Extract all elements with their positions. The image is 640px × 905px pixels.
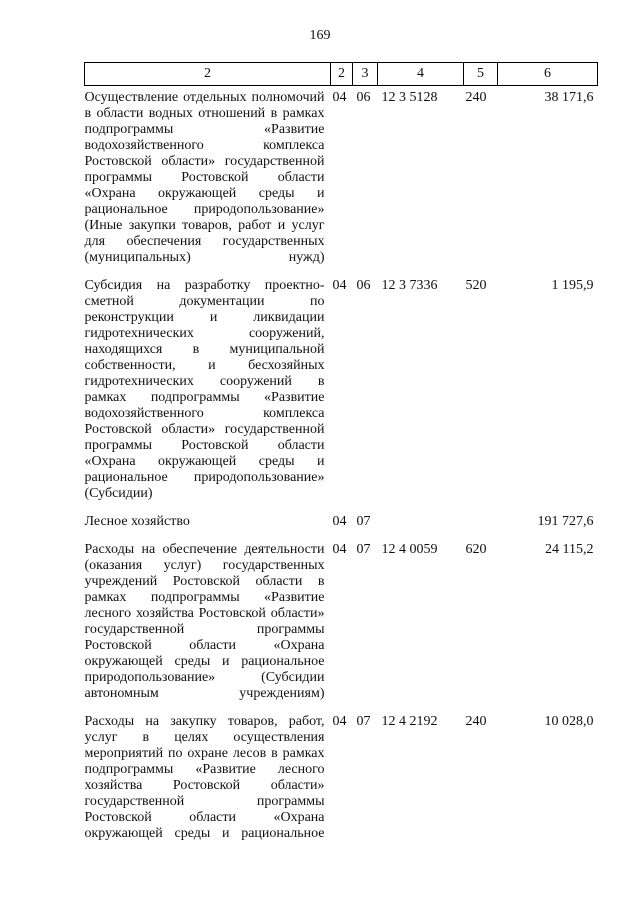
row-name: Расходы на закупку товаров, работ, услуг в целях осуществления мероприятий по охране лесов в рамках подпрограммы «Развитие лесного хозяйства Ростовской области» государственной программы Ростовской области «Охрана окружающей среды и рациональное [84, 714, 325, 841]
row-target-article: 12 4 0059 [381, 542, 438, 557]
row-subsection: 06 [356, 90, 371, 105]
header-cell-subsection: 3 [353, 63, 378, 86]
row-amount: 1 195,9 [551, 278, 594, 293]
header-row [85, 63, 598, 86]
row-target-article: 12 3 7336 [381, 278, 438, 293]
row-subsection: 06 [356, 278, 371, 293]
row-section: 04 [332, 514, 347, 529]
row-name: Осуществление отдельных полномочий в области водных отношений в рамках подпрограммы «Развитие водохозяйственного комплекса Ростовской области» государственной программы Ростовской области «Охрана окружающей среды и рациональное природопользование» (Иные закупки товаров, работ и услуг для обеспечения государственных (муниципальных) нужд) [84, 90, 325, 265]
row-section: 04 [332, 542, 347, 557]
row-section: 04 [332, 278, 347, 293]
row-target-article: 12 4 2192 [381, 714, 438, 729]
row-expense-type: 520 [465, 278, 487, 293]
header-cell-amount: 6 [498, 63, 598, 86]
header-cell-expense-type: 5 [464, 63, 498, 86]
table-row [85, 538, 598, 710]
budget-table [84, 62, 598, 850]
header-cell-section: 2 [331, 63, 353, 86]
row-amount: 38 171,6 [544, 90, 594, 105]
row-name: Расходы на обеспечение деятельности (оказания услуг) государственных учреждений Ростовской области в рамках подпрограммы «Развитие лесного хозяйства Ростовской области» государственной программы Ростовской области «Охрана окружающей среды и рациональное природопользование» (Субсидии автономным учреждениям) [84, 542, 325, 701]
row-target-article: 12 3 5128 [381, 90, 438, 105]
row-amount: 24 115,2 [545, 542, 594, 557]
row-amount: 10 028,0 [544, 714, 594, 729]
table-row [85, 710, 598, 850]
row-subsection: 07 [356, 542, 371, 557]
row-name: Субсидия на разработку проектно-сметной документации по реконструкции и ликвидации гидротехнических сооружений, находящихся в муниципальной собственности, и бесхозяйных гидротехнических сооружений в рамках подпрограммы «Развитие водохозяйственного комплекса Ростовской области» государственной программы Ростовской области «Охрана окружающей среды и рациональное природопользование» (Субсидии) [84, 278, 325, 501]
row-subsection: 07 [356, 714, 371, 729]
row-subsection: 07 [356, 514, 371, 529]
header-cell-name: 2 [85, 63, 331, 86]
header-cell-target-article: 4 [378, 63, 464, 86]
page-number: 169 [309, 28, 331, 43]
row-name: Лесное хозяйство [84, 514, 190, 529]
row-amount: 191 727,6 [537, 514, 594, 529]
row-expense-type: 240 [465, 714, 487, 729]
row-expense-type [464, 510, 498, 538]
row-expense-type: 620 [465, 542, 487, 557]
table-row [85, 274, 598, 510]
table-header [85, 63, 598, 86]
row-section: 04 [332, 714, 347, 729]
row-section: 04 [332, 90, 347, 105]
row-expense-type: 240 [465, 90, 487, 105]
table-row [85, 86, 598, 275]
row-target-article [378, 510, 464, 538]
table-row [85, 510, 598, 538]
